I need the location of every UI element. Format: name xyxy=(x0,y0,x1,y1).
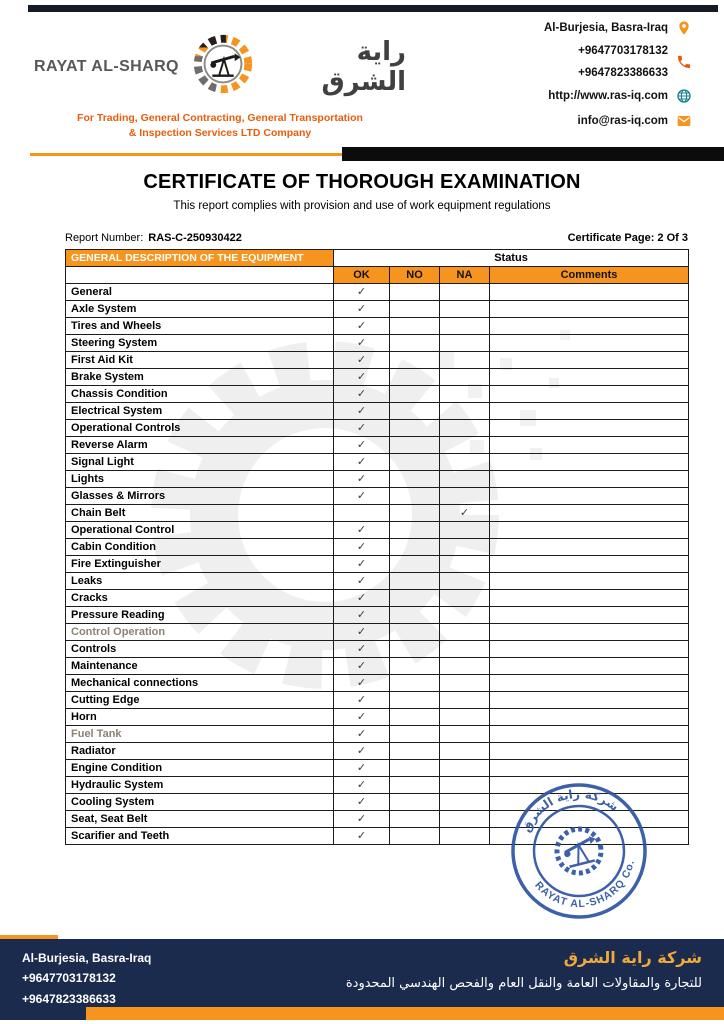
status-cell-comments xyxy=(490,590,689,607)
status-cell-no xyxy=(390,760,440,777)
bottom-navy-corner xyxy=(0,1007,86,1020)
status-cell-ok: ✓ xyxy=(334,403,390,420)
status-cell-no xyxy=(390,471,440,488)
address-text: Al-Burjesia, Basra-Iraq xyxy=(544,22,668,34)
table-row xyxy=(66,471,689,488)
status-cell-na xyxy=(440,709,490,726)
equipment-label: Mechanical connections xyxy=(66,675,334,692)
table-row xyxy=(66,658,689,675)
equipment-label: General xyxy=(66,284,334,301)
status-cell-na xyxy=(440,726,490,743)
equipment-label: Fire Extinguisher xyxy=(66,556,334,573)
status-cell-comments xyxy=(490,726,689,743)
status-cell-comments xyxy=(490,318,689,335)
status-cell-na xyxy=(440,658,490,675)
table-row xyxy=(66,454,689,471)
equipment-header: GENERAL DESCRIPTION OF THE EQUIPMENT xyxy=(66,250,334,267)
status-cell-comments xyxy=(490,709,689,726)
equipment-label: Chassis Condition xyxy=(66,386,334,403)
equipment-label: Engine Condition xyxy=(66,760,334,777)
footer-orange-accent xyxy=(0,935,58,939)
equipment-label: Cutting Edge xyxy=(66,692,334,709)
table-row xyxy=(66,607,689,624)
status-cell-comments xyxy=(490,335,689,352)
status-cell-na xyxy=(440,335,490,352)
status-cell-no xyxy=(390,743,440,760)
status-cell-na xyxy=(440,573,490,590)
status-cell-ok: ✓ xyxy=(334,743,390,760)
status-cell-comments xyxy=(490,641,689,658)
status-cell-comments xyxy=(490,539,689,556)
status-cell-no xyxy=(390,505,440,522)
table-row xyxy=(66,743,689,760)
status-cell-ok: ✓ xyxy=(334,709,390,726)
status-cell-ok: ✓ xyxy=(334,556,390,573)
table-row xyxy=(66,488,689,505)
top-accent-bar xyxy=(28,5,718,12)
status-cell-ok: ✓ xyxy=(334,692,390,709)
black-rule xyxy=(342,147,724,161)
stamp-latin-text: RAYAT AL-SHARQ Co. xyxy=(532,858,638,911)
column-header-comments: Comments xyxy=(490,267,689,284)
status-cell-ok: ✓ xyxy=(334,726,390,743)
status-cell-no xyxy=(390,641,440,658)
status-cell-na xyxy=(440,811,490,828)
equipment-label: Leaks xyxy=(66,573,334,590)
status-cell-no xyxy=(390,522,440,539)
status-cell-no xyxy=(390,369,440,386)
status-header: Status xyxy=(334,250,689,267)
status-cell-ok: ✓ xyxy=(334,352,390,369)
status-cell-ok: ✓ xyxy=(334,675,390,692)
phone-icon xyxy=(676,54,692,70)
status-cell-na xyxy=(440,318,490,335)
status-cell-na xyxy=(440,556,490,573)
status-cell-na xyxy=(440,539,490,556)
footer-phone1: +9647703178132 xyxy=(22,971,116,986)
envelope-icon xyxy=(676,113,692,129)
table-row xyxy=(66,437,689,454)
status-cell-ok: ✓ xyxy=(334,777,390,794)
globe-icon xyxy=(676,88,692,104)
status-cell-comments xyxy=(490,403,689,420)
phone2-text: +9647823386633 xyxy=(578,67,668,79)
status-cell-no xyxy=(390,386,440,403)
equipment-label: Control Operation xyxy=(66,624,334,641)
equipment-label: Pressure Reading xyxy=(66,607,334,624)
status-cell-na xyxy=(440,420,490,437)
status-cell-no xyxy=(390,573,440,590)
status-cell-na xyxy=(440,352,490,369)
status-cell-no xyxy=(390,301,440,318)
status-cell-na xyxy=(440,624,490,641)
table-row xyxy=(66,539,689,556)
equipment-label: Steering System xyxy=(66,335,334,352)
footer-phone2: +9647823386633 xyxy=(22,991,116,1006)
equipment-label: Electrical System xyxy=(66,403,334,420)
page-header xyxy=(34,16,692,141)
status-cell-na xyxy=(440,590,490,607)
stamp-pumpjack-icon xyxy=(561,835,600,868)
equipment-label: Signal Light xyxy=(66,454,334,471)
table-row xyxy=(66,641,689,658)
equipment-label: Lights xyxy=(66,471,334,488)
brand-block xyxy=(34,16,406,141)
orange-rule xyxy=(30,153,342,156)
status-cell-comments xyxy=(490,743,689,760)
status-cell-ok: ✓ xyxy=(334,471,390,488)
status-cell-comments xyxy=(490,284,689,301)
email-link[interactable]: info@ras-iq.com xyxy=(577,115,668,127)
status-cell-comments xyxy=(490,369,689,386)
table-row xyxy=(66,403,689,420)
status-cell-ok: ✓ xyxy=(334,794,390,811)
status-cell-na xyxy=(440,369,490,386)
status-cell-comments xyxy=(490,573,689,590)
equipment-label: Controls xyxy=(66,641,334,658)
table-row xyxy=(66,386,689,403)
footer-contact xyxy=(22,948,151,1009)
status-cell-ok: ✓ xyxy=(334,488,390,505)
table-row xyxy=(66,301,689,318)
equipment-label: Chain Belt xyxy=(66,505,334,522)
equipment-label: First Aid Kit xyxy=(66,352,334,369)
status-cell-no xyxy=(390,590,440,607)
status-cell-comments xyxy=(490,471,689,488)
status-cell-na: ✓ xyxy=(440,505,490,522)
status-cell-no xyxy=(390,726,440,743)
status-columns-row xyxy=(66,267,689,284)
status-cell-ok: ✓ xyxy=(334,828,390,845)
status-cell-no xyxy=(390,335,440,352)
svg-text:RAYAT AL-SHARQ Co. xyxy=(531,856,646,922)
status-cell-comments xyxy=(490,624,689,641)
status-cell-na xyxy=(440,743,490,760)
company-name-en: RAYAT AL-SHARQ xyxy=(34,57,179,75)
table-row xyxy=(66,284,689,301)
status-cell-no xyxy=(390,624,440,641)
status-cell-no xyxy=(390,811,440,828)
location-pin-icon xyxy=(676,20,692,36)
status-cell-na xyxy=(440,437,490,454)
status-cell-na xyxy=(440,641,490,658)
status-cell-ok: ✓ xyxy=(334,539,390,556)
table-row xyxy=(66,335,689,352)
blank-header-cell xyxy=(66,267,334,284)
table-row xyxy=(66,556,689,573)
status-cell-comments xyxy=(490,420,689,437)
status-cell-ok: ✓ xyxy=(334,420,390,437)
status-cell-comments xyxy=(490,488,689,505)
table-row xyxy=(66,522,689,539)
table-row xyxy=(66,624,689,641)
status-cell-no xyxy=(390,403,440,420)
status-cell-comments xyxy=(490,658,689,675)
status-cell-no xyxy=(390,692,440,709)
status-cell-no xyxy=(390,709,440,726)
table-row xyxy=(66,573,689,590)
equipment-label: Reverse Alarm xyxy=(66,437,334,454)
table-row xyxy=(66,318,689,335)
status-cell-ok xyxy=(334,505,390,522)
status-cell-ok: ✓ xyxy=(334,301,390,318)
equipment-label: Operational Controls xyxy=(66,420,334,437)
equipment-label: Maintenance xyxy=(66,658,334,675)
status-cell-na xyxy=(440,828,490,845)
status-cell-na xyxy=(440,692,490,709)
status-cell-na xyxy=(440,454,490,471)
status-cell-na xyxy=(440,760,490,777)
status-cell-no xyxy=(390,794,440,811)
equipment-label: Scarifier and Teeth xyxy=(66,828,334,845)
status-cell-comments xyxy=(490,454,689,471)
equipment-label: Seat, Seat Belt xyxy=(66,811,334,828)
table-row xyxy=(66,726,689,743)
table-row xyxy=(66,709,689,726)
company-logo-gear-icon xyxy=(189,30,257,103)
status-cell-no xyxy=(390,488,440,505)
equipment-table xyxy=(65,249,688,845)
status-cell-comments xyxy=(490,607,689,624)
status-cell-ok: ✓ xyxy=(334,369,390,386)
table-row xyxy=(66,369,689,386)
status-cell-comments xyxy=(490,437,689,454)
status-cell-comments xyxy=(490,301,689,318)
phone1-text: +9647703178132 xyxy=(578,45,668,57)
report-number: Report Number: RAS-C-250930422 xyxy=(65,232,242,244)
status-cell-ok: ✓ xyxy=(334,284,390,301)
status-cell-comments xyxy=(490,505,689,522)
status-cell-no xyxy=(390,556,440,573)
equipment-label: Brake System xyxy=(66,369,334,386)
status-cell-no xyxy=(390,675,440,692)
status-cell-ok: ✓ xyxy=(334,335,390,352)
status-cell-ok: ✓ xyxy=(334,658,390,675)
status-cell-no xyxy=(390,658,440,675)
company-tagline: For Trading, General Contracting, General Transportation & Inspection Services LTD Company xyxy=(77,112,363,140)
status-cell-na xyxy=(440,675,490,692)
status-cell-na xyxy=(440,522,490,539)
status-cell-no xyxy=(390,284,440,301)
column-header-no: NO xyxy=(390,267,440,284)
status-cell-no xyxy=(390,318,440,335)
page-footer xyxy=(0,939,724,1007)
status-cell-na xyxy=(440,607,490,624)
status-cell-no xyxy=(390,352,440,369)
equipment-label: Cooling System xyxy=(66,794,334,811)
status-cell-na xyxy=(440,301,490,318)
equipment-label: Hydraulic System xyxy=(66,777,334,794)
table-row xyxy=(66,590,689,607)
table-row xyxy=(66,692,689,709)
status-cell-na xyxy=(440,471,490,488)
status-cell-no xyxy=(390,437,440,454)
page-title: CERTIFICATE OF THOROUGH EXAMINATION xyxy=(143,171,581,193)
status-cell-ok: ✓ xyxy=(334,760,390,777)
status-cell-no xyxy=(390,539,440,556)
stamp-arabic-text: شركة راية الشرق xyxy=(518,786,622,835)
column-header-ok: OK xyxy=(334,267,390,284)
status-cell-no xyxy=(390,607,440,624)
status-cell-na xyxy=(440,284,490,301)
status-cell-no xyxy=(390,454,440,471)
status-cell-no xyxy=(390,828,440,845)
status-cell-na xyxy=(440,488,490,505)
status-cell-ok: ✓ xyxy=(334,641,390,658)
status-cell-ok: ✓ xyxy=(334,573,390,590)
status-cell-no xyxy=(390,777,440,794)
page-subtitle: This report complies with provision and use of work equipment regulations xyxy=(173,200,551,212)
status-cell-ok: ✓ xyxy=(334,590,390,607)
equipment-label: Horn xyxy=(66,709,334,726)
equipment-label: Tires and Wheels xyxy=(66,318,334,335)
equipment-label: Axle System xyxy=(66,301,334,318)
equipment-label: Glasses & Mirrors xyxy=(66,488,334,505)
table-row xyxy=(66,420,689,437)
status-cell-comments xyxy=(490,522,689,539)
status-cell-comments xyxy=(490,556,689,573)
status-cell-ok: ✓ xyxy=(334,624,390,641)
equipment-label: Cracks xyxy=(66,590,334,607)
status-cell-ok: ✓ xyxy=(334,522,390,539)
equipment-label: Radiator xyxy=(66,743,334,760)
equipment-table-body xyxy=(66,284,689,845)
table-row xyxy=(66,352,689,369)
status-cell-comments xyxy=(490,352,689,369)
footer-address: Al-Burjesia, Basra-Iraq xyxy=(22,951,152,965)
table-row xyxy=(66,675,689,692)
status-cell-ok: ✓ xyxy=(334,607,390,624)
status-cell-ok: ✓ xyxy=(334,437,390,454)
company-name-ar: راية الشرق xyxy=(321,36,406,97)
header-divider xyxy=(30,147,724,162)
footer-description-ar: للتجارة والمقاولات العامة والنقل العام والفحص الهندسي المحدودة xyxy=(345,976,702,991)
status-cell-ok: ✓ xyxy=(334,318,390,335)
status-cell-comments xyxy=(490,692,689,709)
certificate-page-indicator: Certificate Page: 2 Of 3 xyxy=(567,232,688,244)
footer-company-name-ar: شركة راية الشرق xyxy=(563,948,702,967)
status-cell-ok: ✓ xyxy=(334,811,390,828)
column-header-na: NA xyxy=(440,267,490,284)
table-row xyxy=(66,505,689,522)
website-link[interactable]: http://www.ras-iq.com xyxy=(548,90,668,102)
status-cell-na xyxy=(440,403,490,420)
status-cell-ok: ✓ xyxy=(334,386,390,403)
contact-block xyxy=(544,16,692,141)
equipment-label: Operational Control xyxy=(66,522,334,539)
bottom-orange-stripe xyxy=(0,1007,724,1020)
equipment-label: Cabin Condition xyxy=(66,539,334,556)
equipment-label: Fuel Tank xyxy=(66,726,334,743)
status-cell-comments xyxy=(490,675,689,692)
status-cell-na xyxy=(440,794,490,811)
status-cell-na xyxy=(440,386,490,403)
status-cell-na xyxy=(440,777,490,794)
status-cell-ok: ✓ xyxy=(334,454,390,471)
footer-arabic xyxy=(346,948,702,991)
status-cell-comments xyxy=(490,386,689,403)
status-cell-no xyxy=(390,420,440,437)
